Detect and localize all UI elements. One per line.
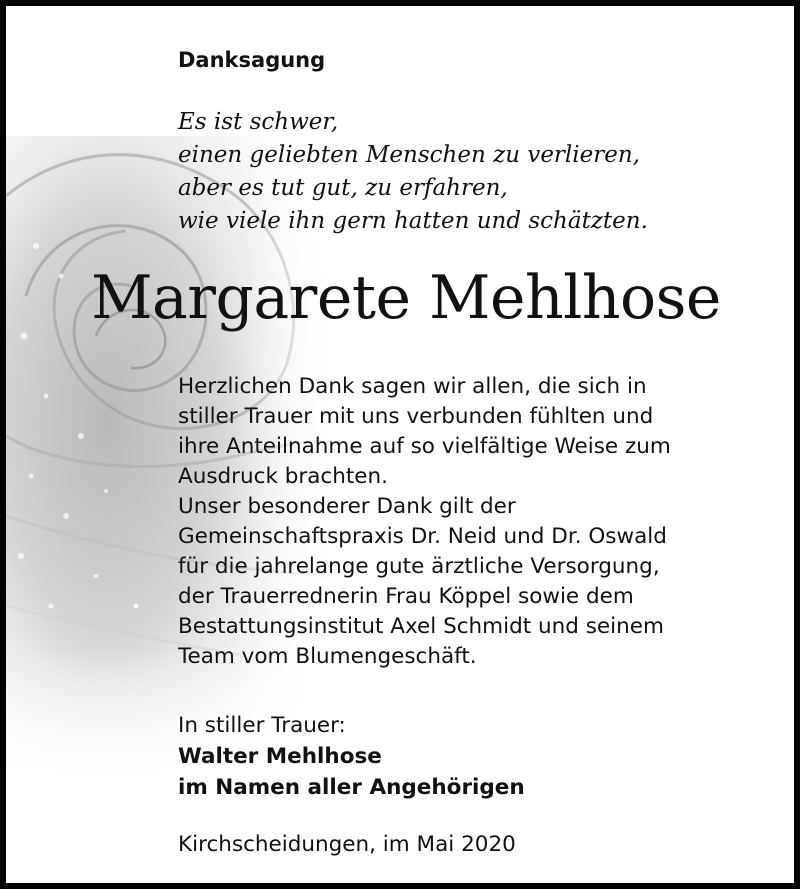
thanks-line: Bestattungsinstitut Axel Schmidt und seinem [178,614,664,639]
motto-verse [178,106,648,238]
motto-line: einen geliebten Menschen zu verlieren, [178,142,640,168]
motto-line: Es ist schwer, [178,109,339,135]
thanks-line: Unser besonderer Dank gilt der [178,494,516,519]
thanks-line: ihre Anteilnahme auf so vielfältige Weise zum [178,434,671,459]
motto-line: wie viele ihn gern hatten und schätzten. [178,208,648,234]
thanks-line: der Trauerrednerin Frau Köppel sowie dem [178,584,634,609]
signer-name: Walter Mehlhose [178,744,382,769]
deceased-name: Margarete Mehlhose [91,263,721,333]
thanks-line: Team vom Blumengeschäft. [178,644,477,669]
heading: Danksagung [178,48,326,72]
motto-line: aber es tut gut, zu erfahren, [178,175,508,201]
thanks-line: Ausdruck brachten. [178,464,388,489]
thanks-line: Gemeinschaftspraxis Dr. Neid und Dr. Oswald [178,524,667,549]
closing-block [178,710,525,803]
place-date: Kirchscheidungen, im Mai 2020 [178,832,516,857]
closing-intro: In stiller Trauer: [178,713,346,738]
thanks-text [178,372,671,672]
thanks-line: Herzlichen Dank sagen wir allen, die sich in [178,374,647,399]
thanks-line: stiller Trauer mit uns verbunden fühlten und [178,404,654,429]
thanks-line: für die jahrelange gute ärztliche Versorgung, [178,554,660,579]
on-behalf-line: im Namen aller Angehörigen [178,775,525,800]
